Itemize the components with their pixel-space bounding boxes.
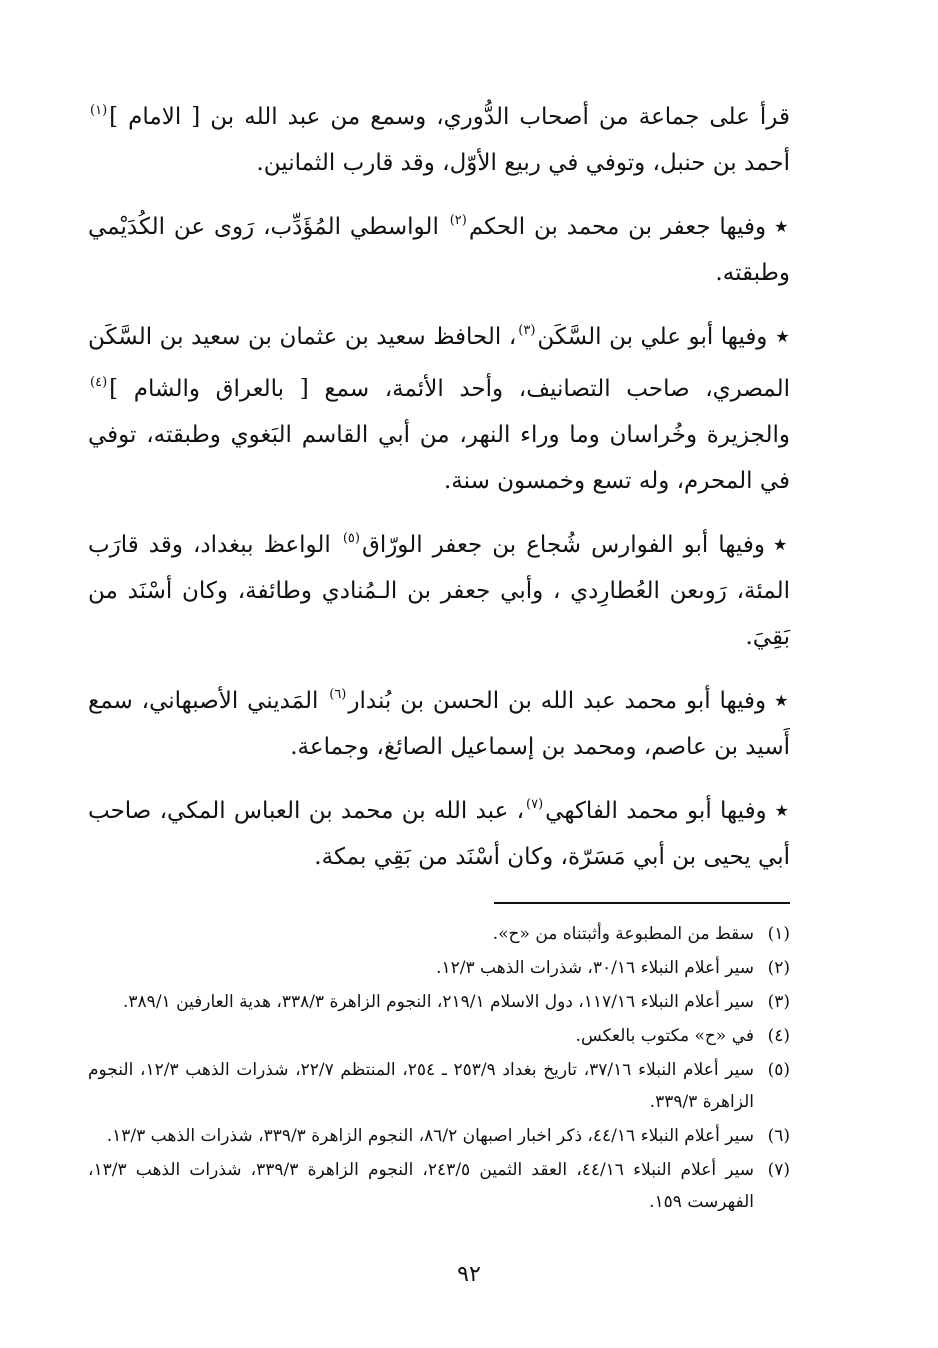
paragraph-text: وفيها أبو محمد عبد الله بن الحسن بن بُندار — [348, 688, 767, 714]
footnote-text: سقط من المطبوعة وأثبتناه من «ح». — [492, 924, 754, 944]
footnote-text: سير أعلام النبلاء ١١٧/١٦، دول الاسلام ٢١٩/١، النجوم الزاهرة ٣٣٨/٣، هدية العارفين ٣٨٩/١. — [123, 992, 754, 1012]
paragraph-text: وفيها أبو الفوارس شُجاع بن جعفر الورّاق — [361, 532, 765, 558]
footnote-number: (٤) — [767, 1026, 790, 1046]
star-icon: ★ — [774, 801, 790, 820]
footnote-text: سير أعلام النبلاء ٣٧/١٦، تاريخ بغداد ٢٥٣/٩ ـ ٢٥٤، المنتظم ٢٢/٧، شذرات الذهب ١٢/٣، النجوم الزاهرة ٣٣٩/٣. — [88, 1060, 754, 1112]
paragraph-text: الواعظ ببغداد، وقد قارَب المئة، رَوىعن العُطارِدي ، وأبي جعفر بن الـمُنادي وطائفة، وكان أسْنَد من بَقِيَ. — [88, 532, 790, 650]
paragraph-text: المَديني الأصبهاني، سمع أَسيد بن عاصم، ومحمد بن إسماعيل الصائغ، وجماعة. — [88, 688, 790, 760]
star-icon: ★ — [772, 535, 790, 554]
footnote-ref[interactable]: (٣) — [518, 323, 536, 338]
star-icon: ★ — [774, 217, 790, 236]
paragraph-2 — [88, 198, 790, 296]
footnote-number: (١) — [767, 924, 790, 944]
paragraph-text: وفيها جعفر بن محمد بن الحكم — [468, 214, 767, 240]
paragraph-text: وفيها أبو محمد الفاكهي — [545, 798, 767, 824]
footnote-item — [88, 1120, 790, 1152]
paragraph-text: ، عبد الله بن محمد بن العباس المكي، صاحب أبي يحيى بن أبي مَسَرّة، وكان أسْنَد من بَقِي بمكة. — [88, 798, 790, 870]
footnote-item — [88, 952, 790, 984]
paragraph-1 — [88, 88, 790, 186]
paragraph-text: أحمد بن حنبل، وتوفي في ربيع الأوّل، وقد قارب الثمانين. — [256, 150, 790, 176]
paragraph-4 — [88, 516, 790, 660]
paragraph-3 — [88, 308, 790, 504]
footnote-number: (٦) — [767, 1126, 790, 1146]
paragraph-text: الواسطي المُؤَدِّب، رَوى عن الكُدَيْمي وطبقته. — [88, 214, 790, 286]
footnote-ref[interactable]: (٤) — [90, 375, 108, 390]
footnote-ref[interactable]: (٦) — [329, 687, 347, 702]
footnote-text: في «ح» مكتوب بالعكس. — [575, 1026, 754, 1046]
footnote-item — [88, 1154, 790, 1218]
paragraph-text: ، الحافظ سعيد بن عثمان بن سعيد بن السَّكَن المصري، صاحب التصانيف، وأحد الأئمة، سمع [ بالعراق والشام ] — [88, 324, 790, 402]
footnote-number: (٢) — [767, 958, 790, 978]
footnote-text: سير أعلام النبلاء ٤٤/١٦، ذكر اخبار اصبهان ٨٦/٢، النجوم الزاهرة ٣٣٩/٣، شذرات الذهب ١٣/٣. — [106, 1126, 754, 1146]
footnote-ref[interactable]: (٥) — [342, 531, 360, 546]
footnotes — [88, 918, 790, 1218]
paragraph-text: قرأ على جماعة من أصحاب الدُّوري، وسمع من عبد الله بن [ الامام ] — [109, 104, 790, 130]
star-icon: ★ — [775, 327, 790, 346]
footnote-ref[interactable]: (٧) — [526, 797, 544, 812]
page-number: ٩٢ — [457, 1262, 481, 1287]
star-icon: ★ — [774, 691, 791, 710]
footnote-divider — [494, 902, 790, 904]
paragraph-6 — [88, 782, 790, 880]
footnote-item — [88, 918, 790, 950]
footnote-number: (٣) — [767, 992, 790, 1012]
footnote-item — [88, 986, 790, 1018]
footnote-item — [88, 1020, 790, 1052]
page-body — [88, 88, 790, 1220]
paragraph-5 — [88, 672, 790, 770]
footnote-text: سير أعلام النبلاء ٤٤/١٦، العقد الثمين ٢٤٣/٥، النجوم الزاهرة ٣٣٩/٣، شذرات الذهب ١٣/٣، الفهرست ١٥٩. — [88, 1160, 754, 1212]
footnote-ref[interactable]: (١) — [90, 103, 108, 118]
footnote-item — [88, 1054, 790, 1118]
paragraph-text: والجزيرة وخُراسان وما وراء النهر، من أبي القاسم البَغوي وطبقته، توفي في المحرم، وله تسع وخمسون سنة. — [88, 422, 790, 494]
footnote-text: سير أعلام النبلاء ٣٠/١٦، شذرات الذهب ١٢/٣. — [436, 958, 754, 978]
footnote-number: (٧) — [767, 1160, 790, 1180]
footnote-ref[interactable]: (٢) — [449, 213, 467, 228]
paragraph-text: وفيها أبو علي بن السَّكَن — [537, 324, 768, 350]
footnote-number: (٥) — [767, 1060, 790, 1080]
